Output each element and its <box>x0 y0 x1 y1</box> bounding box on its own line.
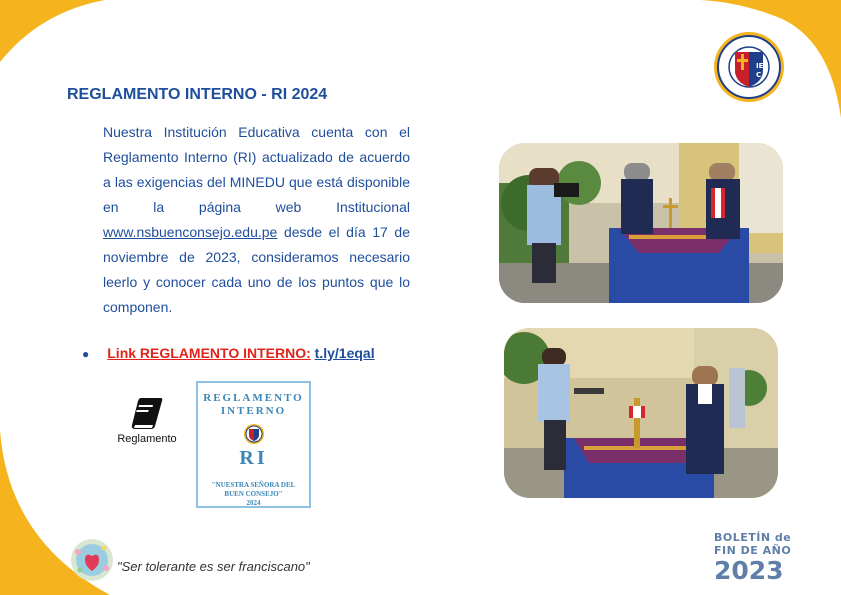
ceremony-photo-1 <box>499 143 783 303</box>
cover-line2: INTERNO <box>220 405 287 417</box>
intro-paragraph <box>103 120 410 320</box>
boletin-line1: BOLETÍN de <box>714 531 792 544</box>
book-icon[interactable] <box>127 394 167 434</box>
website-link[interactable]: www.nsbuenconsejo.edu.pe <box>103 224 278 240</box>
svg-text:C: C <box>756 71 762 79</box>
franciscan-badge-icon <box>70 538 114 582</box>
ceremony-photo-2 <box>504 328 778 498</box>
cover-abbr: RI <box>239 447 268 469</box>
intro-text-start: Nuestra Institución Educativa cuenta con el Reglamento Interno (RI) actualizado de acuerdo a las exigencias del MINEDU que está disponible en la página web Institucional <box>103 124 410 215</box>
bullet-icon: ● <box>82 347 90 361</box>
book-label: Reglamento <box>117 433 177 445</box>
reglamento-link-label[interactable]: Link REGLAMENTO INTERNO: <box>107 345 311 361</box>
school-crest-icon <box>712 30 786 104</box>
intro-text-end: desde el día 17 de noviembre de 2023, consideramos necesario leerlo y conocer cada uno de los puntos que lo componen. <box>103 224 410 315</box>
reglamento-short-url[interactable]: t.ly/1eqal <box>314 345 375 361</box>
reglamento-link-line <box>82 345 375 361</box>
page-title: REGLAMENTO INTERNO - RI 2024 <box>67 86 328 103</box>
reglamento-cover-thumbnail[interactable] <box>196 381 311 508</box>
footer-motto: "Ser tolerante es ser franciscano" <box>117 559 310 574</box>
boletin-line2: FIN DE AÑO <box>714 544 792 557</box>
boletin-year: 2023 <box>714 556 784 585</box>
cover-year: 2024 <box>246 499 261 507</box>
cover-quote: "NUESTRA SEÑORA DEL BUEN CONSEJO" <box>211 481 296 498</box>
top-left-decoration <box>0 0 130 70</box>
cover-line1: REGLAMENTO <box>203 392 304 404</box>
cover-seal-icon <box>243 423 265 445</box>
svg-text:IE: IE <box>756 62 764 70</box>
boletin-badge <box>714 531 794 585</box>
